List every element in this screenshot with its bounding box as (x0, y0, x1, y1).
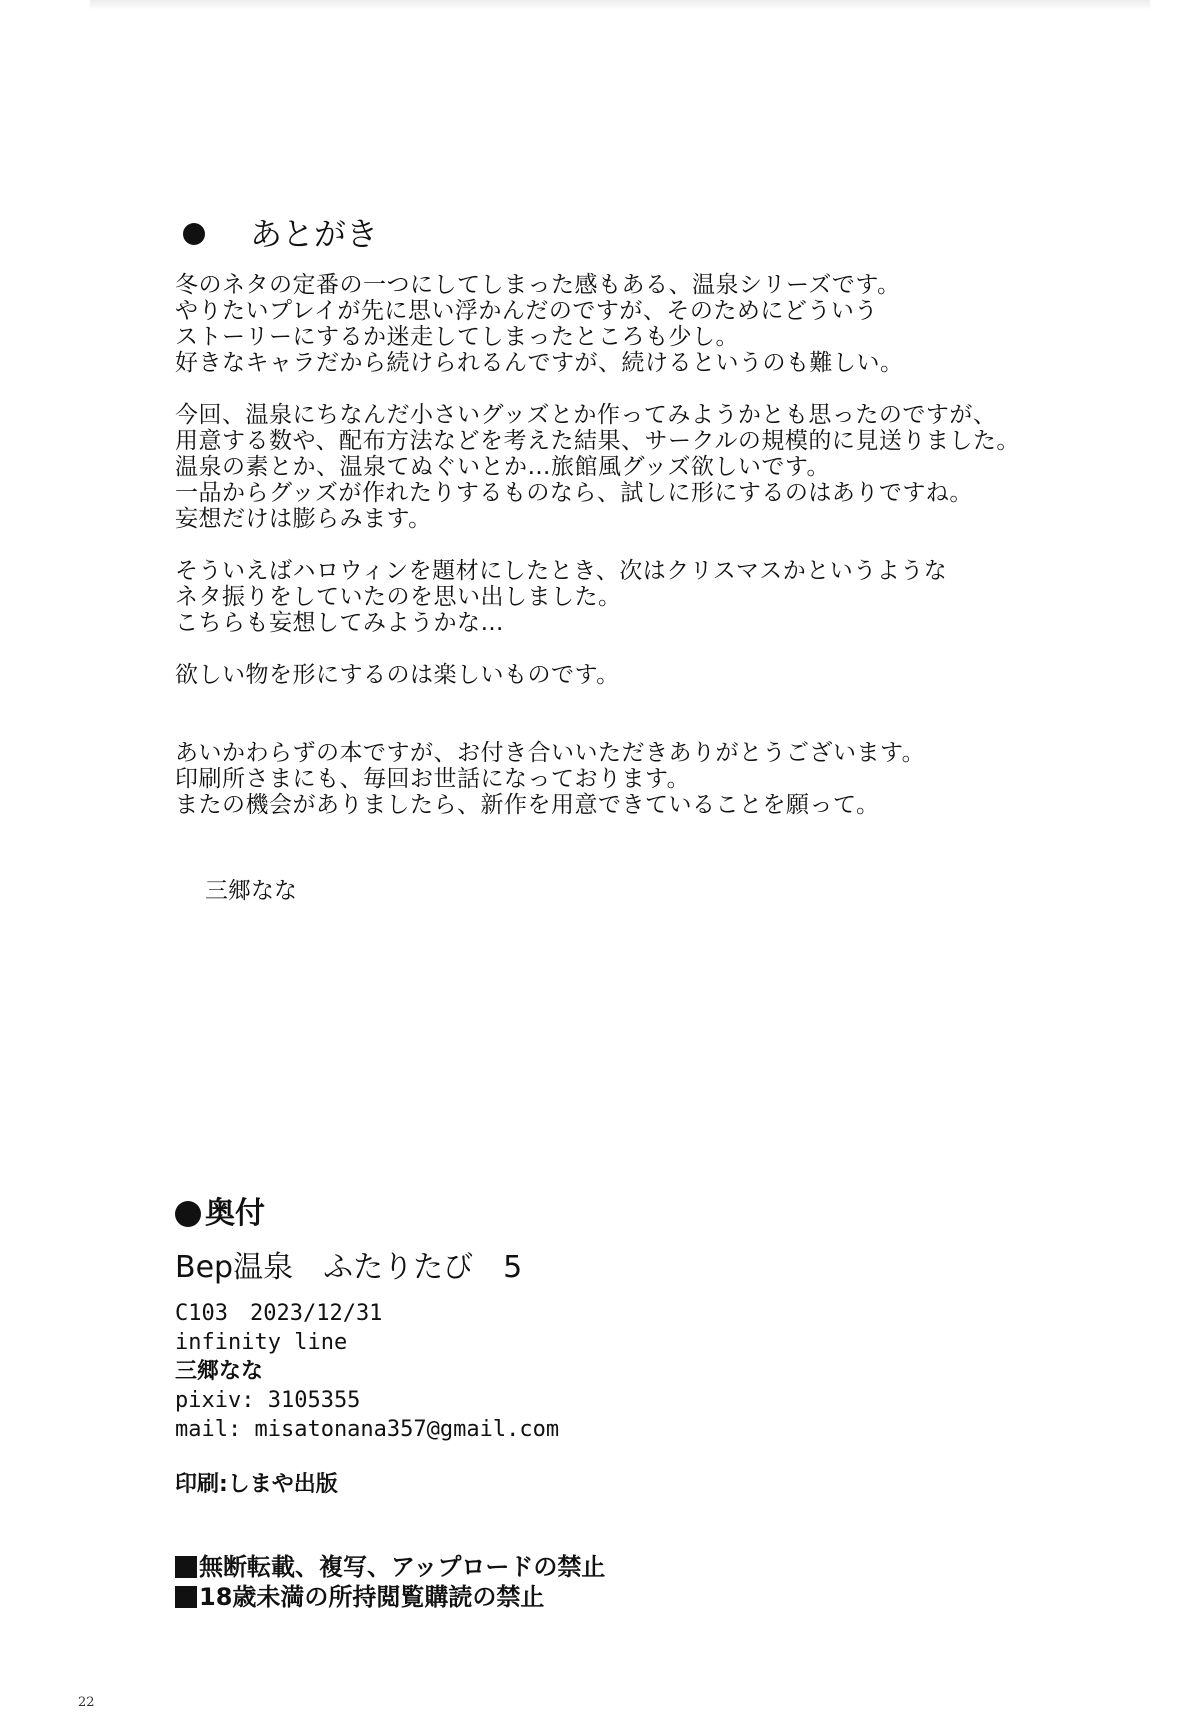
bullet-icon (183, 223, 205, 245)
paragraph (175, 272, 1115, 376)
colophon-heading-text: 奥付 (205, 1196, 265, 1231)
square-bullet-icon (175, 1586, 197, 1608)
pixiv-id: pixiv: 3105355 (175, 1388, 361, 1413)
text-line: 印刷所さまにも、毎回お世話になっております。 (175, 766, 691, 792)
afterword-section (175, 214, 1115, 904)
event-date: C103 2023/12/31 (175, 1301, 383, 1326)
text-line: 用意する数や、配布方法などを考えた結果、サークルの規模的に見送りました。 (175, 428, 1020, 454)
paragraph (175, 558, 1115, 636)
page-number: 22 (78, 1695, 95, 1710)
afterword-body (175, 272, 1115, 818)
text-line: そういえばハロウィンを題材にしたとき、次はクリスマスかというような (175, 558, 948, 584)
text-line: ネタ振りをしていたのを思い出しました。 (175, 584, 622, 610)
text-line: 好きなキャラだから続けられるんですが、続けるというのも難しい。 (175, 350, 904, 376)
paragraph (175, 662, 1115, 688)
afterword-heading-text: あとがき (250, 215, 379, 253)
notice-item (175, 1552, 875, 1582)
text-line: 今回、温泉にちなんだ小さいグッズとか作ってみようかとも思ったのですが、 (175, 402, 997, 428)
colophon-section (175, 1195, 875, 1612)
circle-name: infinity line (175, 1330, 348, 1355)
text-line: またの機会がありましたら、新作を用意できていることを願って。 (175, 792, 880, 818)
paragraph (175, 740, 1115, 818)
notices-list (175, 1552, 875, 1612)
text-line: 一品からグッズが作れたりするものなら、試しに形にするのはありですね。 (175, 480, 973, 506)
text-line: 冬のネタの定番の一つにしてしまった感もある、温泉シリーズです。 (175, 272, 901, 298)
notice-text: 無断転載、複写、アップロードの禁止 (199, 1553, 606, 1581)
book-title: Bep温泉 ふたりたび 5 (175, 1250, 523, 1285)
notice-item (175, 1582, 875, 1612)
notice-text: 18歳未満の所持閲覧購読の禁止 (199, 1583, 545, 1611)
paragraph (175, 402, 1115, 532)
text-line: 妄想だけは膨らみます。 (175, 506, 432, 532)
bullet-icon (175, 1201, 201, 1227)
author-signature: 三郷なな (205, 878, 297, 904)
text-line: ストーリーにするか迷走してしまったところも少し。 (175, 324, 739, 350)
text-line: こちらも妄想してみようかな… (175, 610, 504, 636)
text-line: あいかわらずの本ですが、お付き合いいただきありがとうございます。 (175, 740, 926, 766)
author-name: 三郷なな (175, 1359, 264, 1384)
scan-edge-shadow (90, 0, 1150, 10)
text-line: やりたいプレイが先に思い浮かんだのですが、そのためにどういう (175, 298, 878, 324)
mail-address: mail: misatonana357@gmail.com (175, 1417, 560, 1442)
text-line: 欲しい物を形にするのは楽しいものです。 (175, 662, 620, 688)
printer-info: 印刷:しまや出版 (175, 1472, 338, 1497)
afterword-heading (175, 214, 1115, 254)
text-line: 温泉の素とか、温泉てぬぐいとか…旅館風グッズ欲しいです。 (175, 454, 831, 480)
colophon-heading (175, 1195, 875, 1233)
square-bullet-icon (175, 1556, 197, 1578)
